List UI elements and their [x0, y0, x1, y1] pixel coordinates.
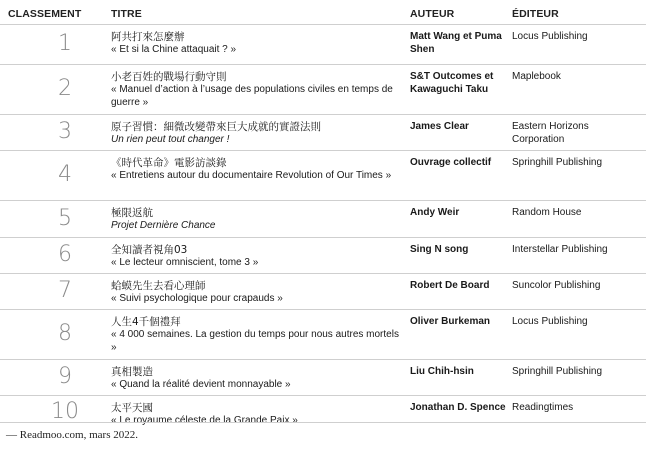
- publisher-name: Random House: [512, 207, 582, 218]
- source-footer: [0, 422, 646, 449]
- table-row: [0, 309, 646, 360]
- table-row: [0, 395, 646, 426]
- author-name: Jonathan D. Spence: [410, 402, 506, 413]
- author-name: Liu Chih-hsin: [410, 366, 474, 377]
- rank-number: 3: [58, 119, 72, 144]
- title-chinese: 人生4千個禮拜: [111, 316, 181, 328]
- table-row: [0, 359, 646, 396]
- title-chinese: 極限返航: [111, 207, 153, 219]
- table-row: [0, 150, 646, 201]
- title-french: « 4 000 semaines. La gestion du temps pour nous autres mortels »: [111, 329, 399, 353]
- title-french: « Entretiens autour du documentaire Revolution of Our Times »: [111, 170, 392, 181]
- header-publisher: ÉDITEUR: [512, 8, 559, 20]
- publisher-name: Locus Publishing: [512, 31, 588, 42]
- author-name: James Clear: [410, 121, 469, 132]
- table-row: [0, 114, 646, 151]
- author-name: Ouvrage collectif: [410, 157, 492, 168]
- author-name: Andy Weir: [410, 207, 460, 218]
- table-header: [0, 0, 646, 24]
- author-name: S&T Outcomes et Kawaguchi Taku: [410, 71, 494, 95]
- rank-number: 4: [58, 162, 72, 187]
- rank-number: 1: [58, 31, 72, 56]
- title-french: Projet Dernière Chance: [111, 220, 216, 231]
- title-chinese: 蛤蟆先生去看心理師: [111, 280, 206, 292]
- author-name: Matt Wang et Puma Shen: [410, 31, 502, 55]
- author-name: Robert De Board: [410, 280, 490, 291]
- rank-number: 5: [58, 206, 72, 231]
- publisher-name: Springhill Publishing: [512, 157, 603, 168]
- publisher-name: Suncolor Publishing: [512, 280, 601, 291]
- title-french: « Suivi psychologique pour crapauds »: [111, 293, 283, 304]
- header-title: TITRE: [111, 8, 142, 20]
- title-chinese: 真相製造: [111, 366, 153, 378]
- title-chinese: 原子習慣：細微改變帶來巨大成就的實證法則: [111, 121, 321, 133]
- rank-number: 7: [58, 278, 72, 303]
- table-row: [0, 273, 646, 310]
- title-french: « Le royaume céleste de la Grande Paix »: [111, 415, 298, 426]
- rank-number: 9: [58, 364, 72, 389]
- source-note: — Readmoo.com, mars 2022.: [6, 429, 138, 441]
- title-chinese: 太平天國: [111, 402, 153, 414]
- publisher-name: Locus Publishing: [512, 316, 588, 327]
- title-chinese: 全知讀者視角03: [111, 244, 188, 256]
- publisher-name: Maplebook: [512, 71, 561, 82]
- rank-number: 10: [51, 399, 79, 424]
- title-french: Un rien peut tout changer !: [111, 134, 230, 145]
- rank-number: 6: [58, 242, 72, 267]
- title-chinese: 小老百姓的戰場行動守則: [111, 71, 227, 83]
- table-row: [0, 200, 646, 238]
- publisher-name: Interstellar Publishing: [512, 244, 608, 255]
- title-chinese: 阿共打來怎麼辦: [111, 31, 185, 43]
- rank-number: 8: [58, 321, 72, 346]
- table-row: [0, 237, 646, 274]
- header-author: AUTEUR: [410, 8, 455, 20]
- header-rank: CLASSEMENT: [8, 8, 82, 20]
- author-name: Sing N song: [410, 244, 469, 255]
- title-french: « Quand la réalité devient monnayable »: [111, 379, 291, 390]
- publisher-name: Springhill Publishing: [512, 366, 603, 377]
- publisher-name: Readingtimes: [512, 402, 574, 413]
- title-french: « Et si la Chine attaquait ? »: [111, 44, 237, 55]
- table-row: [0, 24, 646, 65]
- title-french: « Manuel d’action à l’usage des populations civiles en temps de guerre »: [111, 84, 393, 108]
- title-chinese: 《時代革命》電影訪談錄: [111, 157, 227, 169]
- publisher-name: Eastern Horizons Corporation: [512, 121, 589, 145]
- table-row: [0, 64, 646, 115]
- title-french: « Le lecteur omniscient, tome 3 »: [111, 257, 259, 268]
- rank-number: 2: [58, 76, 72, 101]
- author-name: Oliver Burkeman: [410, 316, 491, 327]
